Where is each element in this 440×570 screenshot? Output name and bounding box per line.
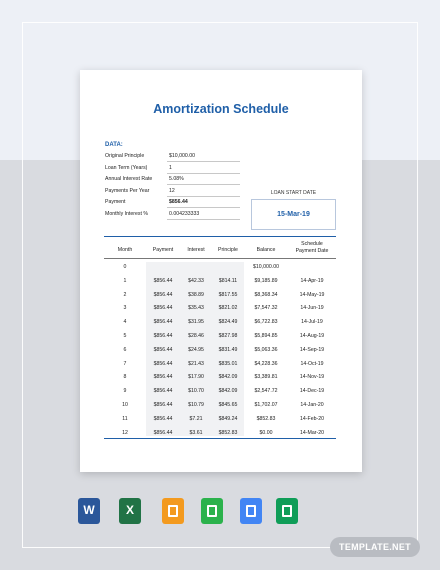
data-heading: DATA: xyxy=(105,142,123,148)
cell-balance: $7,547.32 xyxy=(254,305,278,312)
cell-balance: $852.83 xyxy=(256,415,276,422)
cell-principle: $817.55 xyxy=(218,291,238,298)
google-sheets-icon[interactable] xyxy=(276,498,298,524)
field-label: Annual Interest Rate xyxy=(105,176,153,182)
cell-month: 10 xyxy=(122,402,128,408)
excel-icon[interactable] xyxy=(119,498,141,524)
table-top-rule xyxy=(104,236,336,237)
cell-month: 12 xyxy=(122,429,128,436)
cell-balance: $9,185.89 xyxy=(254,277,278,284)
cell-interest: $17.90 xyxy=(188,374,204,381)
app-glyph xyxy=(168,505,178,517)
cell-balance: $6,722.83 xyxy=(254,319,278,326)
header-schedule: Schedule xyxy=(301,241,323,247)
field-underline xyxy=(167,219,240,220)
header-rule xyxy=(104,258,336,259)
cell-balance: $1,702.07 xyxy=(254,402,278,408)
cell-date: 14-Apr-19 xyxy=(300,277,324,284)
field-label: Payment xyxy=(105,199,126,205)
cell-payment: $856.44 xyxy=(153,305,173,312)
header-payment: Payment xyxy=(152,247,174,253)
cell-principle: $827.98 xyxy=(218,333,238,339)
cell-date: 14-Mar-20 xyxy=(300,429,324,436)
cell-date: 14-Nov-19 xyxy=(299,374,325,381)
cell-interest: $24.95 xyxy=(188,346,204,353)
cell-interest: $38.89 xyxy=(188,291,204,298)
field-label: Monthly Interest % xyxy=(105,210,148,217)
brand-badge[interactable]: TEMPLATE.NET xyxy=(330,537,420,557)
cell-month: 5 xyxy=(123,333,127,339)
numbers-icon[interactable] xyxy=(201,498,223,524)
cell-payment: $856.44 xyxy=(153,388,173,395)
header-month: Month xyxy=(117,247,133,253)
header-principle: Principle xyxy=(218,247,238,253)
cell-payment: $856.44 xyxy=(153,360,173,367)
cell-principle: $821.02 xyxy=(218,305,238,312)
cell-month: 11 xyxy=(122,415,128,422)
cell-payment: $856.44 xyxy=(153,333,173,339)
cell-interest: $7.21 xyxy=(189,415,203,422)
cell-month: 0 xyxy=(123,264,127,270)
cell-balance: $0.00 xyxy=(259,429,273,436)
field-value: $10,000.00 xyxy=(169,153,195,159)
cell-month: 2 xyxy=(123,291,127,298)
cell-date: 14-May-19 xyxy=(299,291,325,298)
cell-principle: $849.24 xyxy=(218,415,238,422)
cell-date: 14-Feb-20 xyxy=(300,415,324,422)
field-value: 5.08% xyxy=(169,176,184,182)
pages-icon[interactable] xyxy=(162,498,184,524)
cell-principle: $842.09 xyxy=(218,374,238,381)
cell-month: 6 xyxy=(123,346,127,353)
cell-interest: $28.46 xyxy=(188,333,204,339)
cell-date: 14-Jul-19 xyxy=(301,319,323,326)
cell-payment: $856.44 xyxy=(153,374,173,381)
cell-date: 14-Oct-19 xyxy=(300,360,324,367)
header-interest: Interest xyxy=(187,247,205,253)
cell-payment: $856.44 xyxy=(153,346,173,353)
cell-principle: $842.09 xyxy=(218,388,238,395)
cell-principle: $814.11 xyxy=(218,277,238,284)
cell-date: 14-Dec-19 xyxy=(299,388,325,395)
cell-interest: $21.43 xyxy=(188,360,204,367)
cell-date: 14-Jan-20 xyxy=(300,402,324,408)
cell-payment: $856.44 xyxy=(153,277,173,284)
cell-date: 14-Sep-19 xyxy=(299,346,325,353)
cell-interest: $42.33 xyxy=(188,277,204,284)
cell-payment: $856.44 xyxy=(153,415,173,422)
cell-month: 1 xyxy=(123,277,127,284)
cell-interest: $10.79 xyxy=(188,402,204,408)
cell-balance: $8,368.34 xyxy=(254,291,278,298)
cell-date: 14-Aug-19 xyxy=(299,333,325,339)
cell-month: 3 xyxy=(123,305,127,312)
cell-payment: $856.44 xyxy=(153,402,173,408)
field-value: 12 xyxy=(169,187,175,194)
cell-principle: $852.83 xyxy=(218,429,238,436)
app-glyph xyxy=(246,505,256,517)
cell-principle: $831.49 xyxy=(218,346,238,353)
cell-balance: $5,063.36 xyxy=(254,346,278,353)
app-glyph xyxy=(282,505,292,517)
cell-month: 8 xyxy=(123,374,127,381)
cell-interest: $31.95 xyxy=(188,319,204,326)
app-glyph xyxy=(207,505,217,517)
cell-balance: $5,894.85 xyxy=(254,333,278,339)
loan-start-label: LOAN START DATE xyxy=(270,190,317,196)
data-field-row xyxy=(105,197,240,208)
table-bottom-rule xyxy=(104,438,336,439)
cell-month: 4 xyxy=(123,319,127,326)
field-value: $856.44 xyxy=(169,199,188,205)
document-title: Amortization Schedule xyxy=(153,102,289,116)
header-payment-date: Payment Date xyxy=(295,248,329,254)
cell-interest: $10.70 xyxy=(188,388,204,395)
data-field-row xyxy=(105,174,240,185)
data-field-row xyxy=(105,163,240,174)
data-field-row xyxy=(105,209,240,220)
cell-interest: $35.43 xyxy=(188,305,204,312)
cell-payment: $856.44 xyxy=(153,291,173,298)
cell-principle: $835.01 xyxy=(218,360,238,367)
field-label: Original Principle xyxy=(105,153,145,159)
cell-month: 9 xyxy=(123,388,127,395)
cell-balance: $2,547.72 xyxy=(254,388,278,395)
cell-payment: $856.44 xyxy=(153,429,173,436)
loan-start-value: 15-Mar-19 xyxy=(277,211,310,218)
loan-start-box xyxy=(251,199,336,230)
field-label: Payments Per Year xyxy=(105,187,150,194)
app-letter: X xyxy=(125,503,134,517)
cell-month: 7 xyxy=(123,360,127,367)
cell-interest: $3.61 xyxy=(189,429,203,436)
document-page xyxy=(80,70,362,472)
data-field-row xyxy=(105,151,240,162)
word-icon[interactable] xyxy=(78,498,100,524)
field-value: 1 xyxy=(169,164,172,171)
header-balance: Balance xyxy=(256,247,276,253)
data-field-row xyxy=(105,186,240,197)
google-docs-icon[interactable] xyxy=(240,498,262,524)
field-label: Loan Term (Years) xyxy=(105,164,148,171)
cell-balance: $10,000.00 xyxy=(253,264,279,270)
cell-principle: $845.65 xyxy=(218,402,238,408)
field-value: 0.004233333 xyxy=(169,210,200,217)
cell-balance: $4,228.36 xyxy=(254,360,278,367)
cell-principle: $824.49 xyxy=(218,319,238,326)
cell-balance: $3,389.81 xyxy=(254,374,278,381)
cell-date: 14-Jun-19 xyxy=(300,305,324,312)
app-letter: W xyxy=(83,503,95,517)
cell-payment: $856.44 xyxy=(153,319,173,326)
